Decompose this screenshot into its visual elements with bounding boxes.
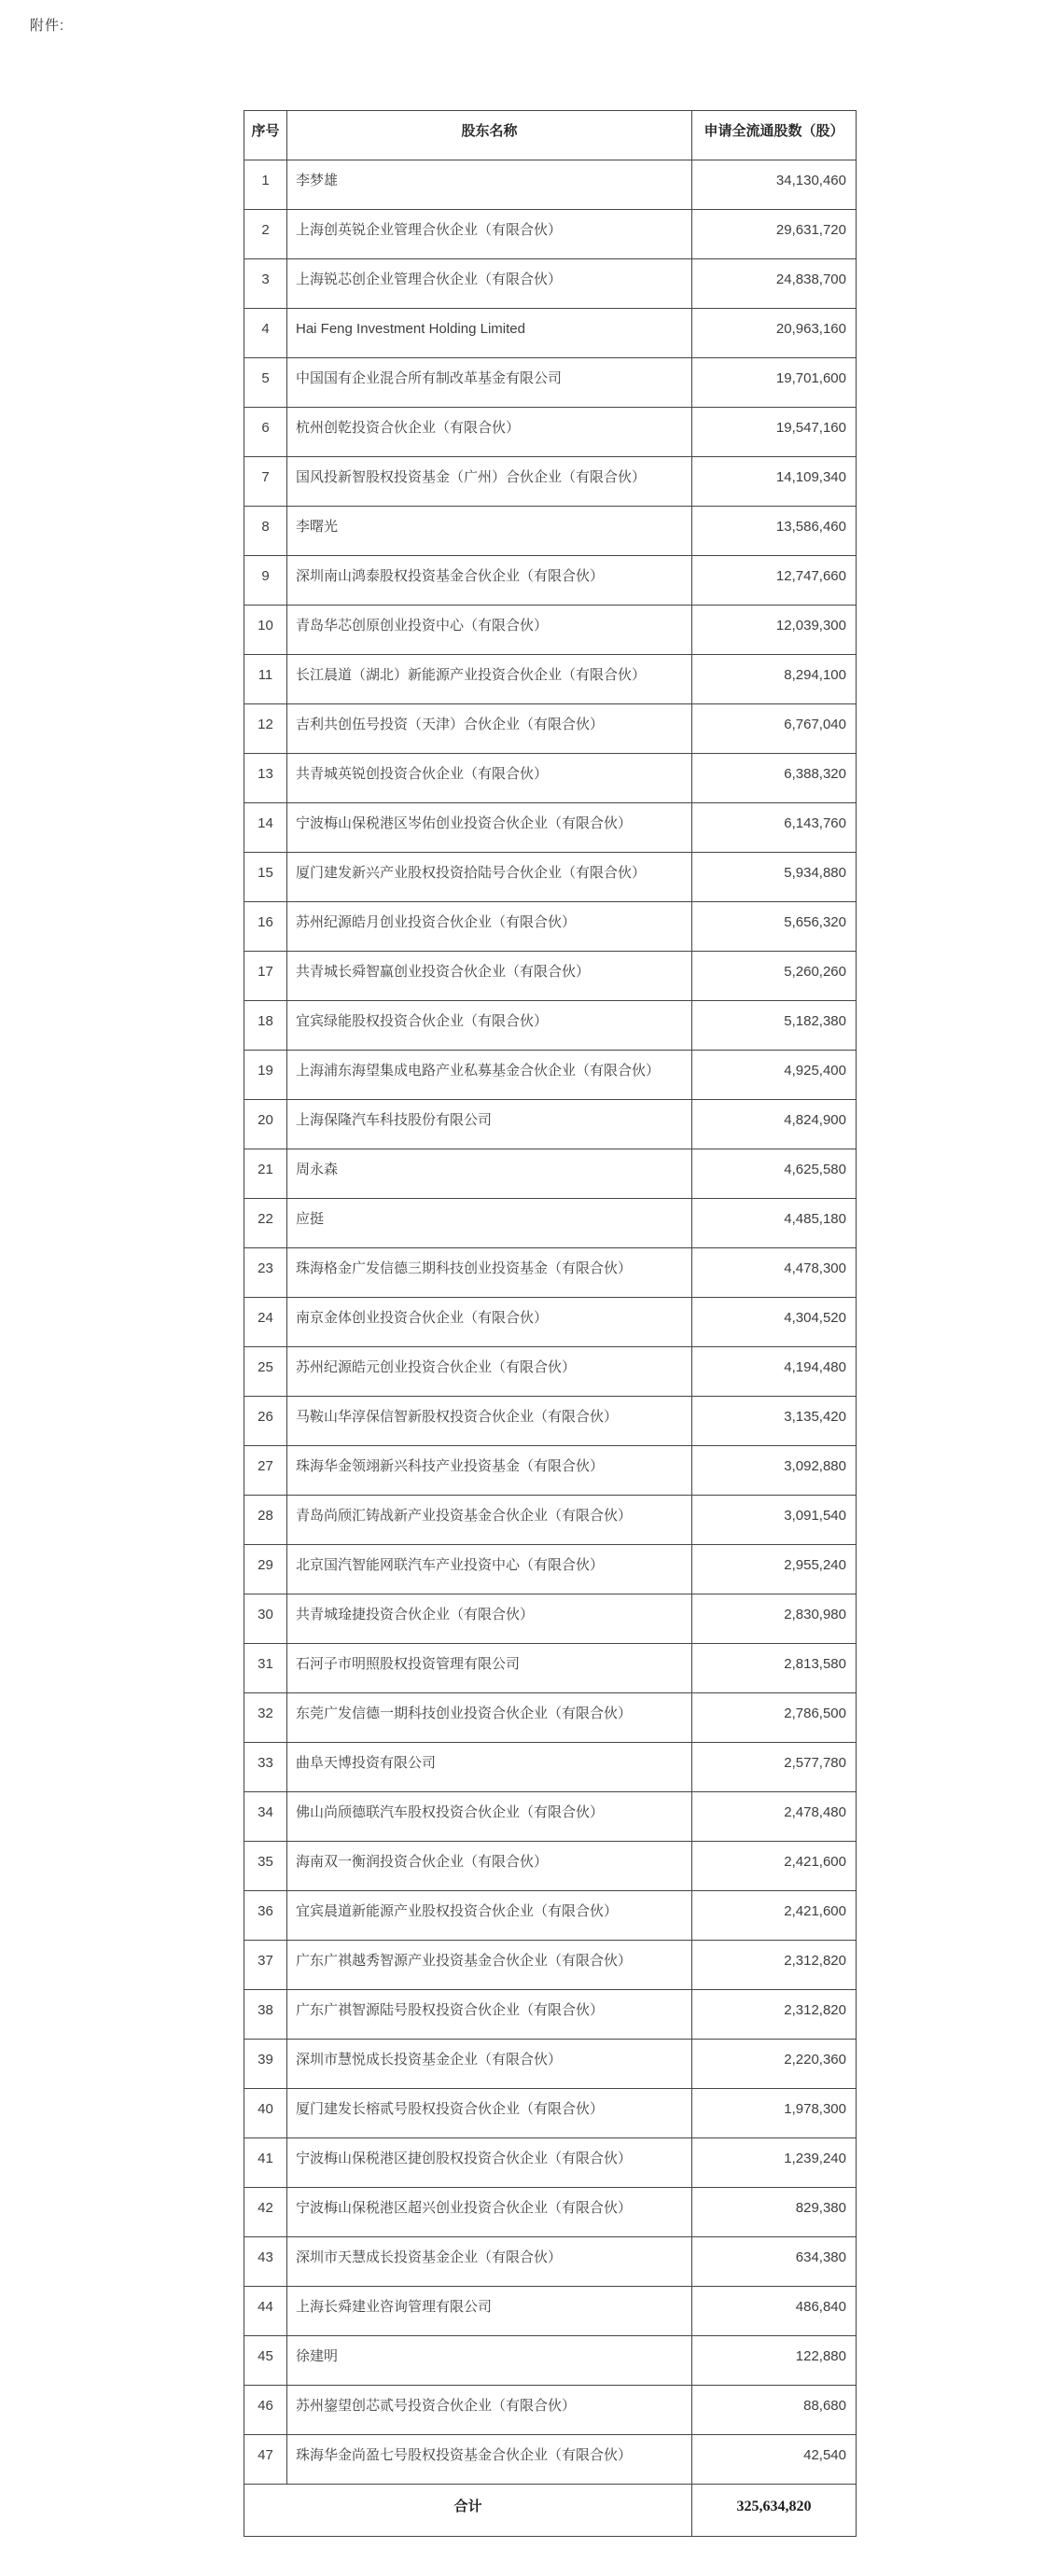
shareholder-name-cell: 吉利共创伍号投资（天津）合伙企业（有限合伙） (287, 704, 692, 754)
row-index-cell: 37 (244, 1941, 287, 1990)
table-row (244, 2336, 857, 2386)
row-index-cell: 32 (244, 1693, 287, 1743)
shareholder-name-cell: 珠海格金广发信德三期科技创业投资基金（有限合伙） (287, 1248, 692, 1298)
shares-cell: 2,955,240 (692, 1545, 857, 1594)
shares-cell: 2,830,980 (692, 1594, 857, 1644)
row-index-cell: 26 (244, 1397, 287, 1446)
row-index-cell: 12 (244, 704, 287, 754)
table-row (244, 556, 857, 606)
table-row (244, 1792, 857, 1842)
table-row (244, 2040, 857, 2089)
shares-cell: 24,838,700 (692, 259, 857, 309)
shareholder-name-cell: 深圳市天慧成长投资基金企业（有限合伙） (287, 2237, 692, 2287)
row-index-cell: 36 (244, 1891, 287, 1941)
shares-cell: 1,239,240 (692, 2138, 857, 2188)
shares-cell: 5,260,260 (692, 952, 857, 1001)
row-index-cell: 14 (244, 803, 287, 853)
shares-cell: 88,680 (692, 2386, 857, 2435)
row-index-cell: 21 (244, 1149, 287, 1199)
row-index-cell: 34 (244, 1792, 287, 1842)
shares-cell: 2,577,780 (692, 1743, 857, 1792)
shares-cell: 6,767,040 (692, 704, 857, 754)
table-row (244, 1298, 857, 1347)
shareholder-name-cell: 广东广祺智源陆号股权投资合伙企业（有限合伙） (287, 1990, 692, 2040)
shareholder-name-cell: 上海保隆汽车科技股份有限公司 (287, 1100, 692, 1149)
row-index-cell: 11 (244, 655, 287, 704)
shares-cell: 6,388,320 (692, 754, 857, 803)
shares-cell: 122,880 (692, 2336, 857, 2386)
row-index-cell: 38 (244, 1990, 287, 2040)
shares-cell: 13,586,460 (692, 507, 857, 556)
table-row (244, 1693, 857, 1743)
table-row (244, 952, 857, 1001)
shareholder-table (244, 110, 857, 2537)
row-index-cell: 3 (244, 259, 287, 309)
shares-cell: 5,182,380 (692, 1001, 857, 1051)
row-index-cell: 2 (244, 210, 287, 259)
shares-cell: 34,130,460 (692, 160, 857, 210)
shares-cell: 19,547,160 (692, 408, 857, 457)
shareholder-name-cell: 宜宾绿能股权投资合伙企业（有限合伙） (287, 1001, 692, 1051)
table-row (244, 1397, 857, 1446)
table-row (244, 160, 857, 210)
shares-cell: 14,109,340 (692, 457, 857, 507)
shareholder-name-cell: 上海锐芯创企业管理合伙企业（有限合伙） (287, 259, 692, 309)
shareholder-name-cell: 佛山尚颀德联汽车股权投资合伙企业（有限合伙） (287, 1792, 692, 1842)
shares-cell: 20,963,160 (692, 309, 857, 358)
row-index-cell: 27 (244, 1446, 287, 1496)
row-index-cell: 1 (244, 160, 287, 210)
table-row (244, 1941, 857, 1990)
shareholder-name-cell: 马鞍山华淳保信智新股权投资合伙企业（有限合伙） (287, 1397, 692, 1446)
row-index-cell: 18 (244, 1001, 287, 1051)
shareholder-name-cell: 李梦雄 (287, 160, 692, 210)
shares-cell: 4,824,900 (692, 1100, 857, 1149)
shareholder-name-cell: 宁波梅山保税港区超兴创业投资合伙企业（有限合伙） (287, 2188, 692, 2237)
shares-cell: 4,925,400 (692, 1051, 857, 1100)
row-index-cell: 13 (244, 754, 287, 803)
row-index-cell: 35 (244, 1842, 287, 1891)
table-row (244, 1051, 857, 1100)
table-row (244, 1248, 857, 1298)
shareholder-name-cell: 共青城长舜智赢创业投资合伙企业（有限合伙） (287, 952, 692, 1001)
shareholder-name-cell: 中国国有企业混合所有制改革基金有限公司 (287, 358, 692, 408)
table-row (244, 754, 857, 803)
row-index-cell: 43 (244, 2237, 287, 2287)
table-row (244, 2237, 857, 2287)
table-row (244, 2287, 857, 2336)
col-header-shares: 申请全流通股数（股） (692, 111, 857, 160)
shareholder-name-cell: 北京国汽智能网联汽车产业投资中心（有限合伙） (287, 1545, 692, 1594)
row-index-cell: 17 (244, 952, 287, 1001)
shares-cell: 4,194,480 (692, 1347, 857, 1397)
shares-cell: 42,540 (692, 2435, 857, 2485)
row-index-cell: 25 (244, 1347, 287, 1397)
row-index-cell: 47 (244, 2435, 287, 2485)
shares-cell: 634,380 (692, 2237, 857, 2287)
row-index-cell: 45 (244, 2336, 287, 2386)
shares-cell: 2,478,480 (692, 1792, 857, 1842)
row-index-cell: 10 (244, 606, 287, 655)
table-row (244, 1446, 857, 1496)
shareholder-name-cell: Hai Feng Investment Holding Limited (287, 309, 692, 358)
row-index-cell: 9 (244, 556, 287, 606)
shareholder-name-cell: 上海长舜建业咨询管理有限公司 (287, 2287, 692, 2336)
row-index-cell: 33 (244, 1743, 287, 1792)
shareholder-name-cell: 深圳南山鸿泰股权投资基金合伙企业（有限合伙） (287, 556, 692, 606)
table-row (244, 606, 857, 655)
total-value-cell: 325,634,820 (692, 2485, 857, 2537)
total-label-cell: 合计 (244, 2485, 692, 2537)
table-row (244, 1990, 857, 2040)
shareholder-name-cell: 苏州鋆望创芯贰号投资合伙企业（有限合伙） (287, 2386, 692, 2435)
row-index-cell: 23 (244, 1248, 287, 1298)
shares-cell: 29,631,720 (692, 210, 857, 259)
shareholder-name-cell: 厦门建发新兴产业股权投资拾陆号合伙企业（有限合伙） (287, 853, 692, 902)
shares-cell: 3,091,540 (692, 1496, 857, 1545)
shareholder-name-cell: 共青城琻捷投资合伙企业（有限合伙） (287, 1594, 692, 1644)
table-row (244, 2138, 857, 2188)
shareholder-name-cell: 上海浦东海望集成电路产业私募基金合伙企业（有限合伙） (287, 1051, 692, 1100)
shareholder-name-cell: 长江晨道（湖北）新能源产业投资合伙企业（有限合伙） (287, 655, 692, 704)
shareholder-name-cell: 应挺 (287, 1199, 692, 1248)
table-row (244, 1891, 857, 1941)
header-row (244, 111, 857, 160)
table-row (244, 259, 857, 309)
row-index-cell: 41 (244, 2138, 287, 2188)
table-row (244, 1496, 857, 1545)
table-row (244, 1001, 857, 1051)
shares-cell: 829,380 (692, 2188, 857, 2237)
shares-cell: 3,135,420 (692, 1397, 857, 1446)
attachment-label: 附件: (30, 18, 65, 34)
shares-cell: 8,294,100 (692, 655, 857, 704)
shareholder-name-cell: 青岛尚颀汇铸战新产业投资基金合伙企业（有限合伙） (287, 1496, 692, 1545)
shares-cell: 2,312,820 (692, 1990, 857, 2040)
shareholder-name-cell: 东莞广发信德一期科技创业投资合伙企业（有限合伙） (287, 1693, 692, 1743)
table-footer (244, 2485, 857, 2537)
table-row (244, 902, 857, 952)
shareholder-name-cell: 国风投新智股权投资基金（广州）合伙企业（有限合伙） (287, 457, 692, 507)
shareholder-name-cell: 曲阜天博投资有限公司 (287, 1743, 692, 1792)
row-index-cell: 5 (244, 358, 287, 408)
row-index-cell: 22 (244, 1199, 287, 1248)
shares-cell: 4,485,180 (692, 1199, 857, 1248)
row-index-cell: 20 (244, 1100, 287, 1149)
row-index-cell: 44 (244, 2287, 287, 2336)
shareholder-name-cell: 珠海华金领翊新兴科技产业投资基金（有限合伙） (287, 1446, 692, 1496)
shares-cell: 2,312,820 (692, 1941, 857, 1990)
total-row (244, 2485, 857, 2537)
table-row (244, 1149, 857, 1199)
table-row (244, 1743, 857, 1792)
table-row (244, 2386, 857, 2435)
row-index-cell: 31 (244, 1644, 287, 1693)
table-row (244, 655, 857, 704)
shareholder-name-cell: 宁波梅山保税港区岑佑创业投资合伙企业（有限合伙） (287, 803, 692, 853)
shares-cell: 3,092,880 (692, 1446, 857, 1496)
shareholder-name-cell: 广东广祺越秀智源产业投资基金合伙企业（有限合伙） (287, 1941, 692, 1990)
shares-cell: 4,478,300 (692, 1248, 857, 1298)
row-index-cell: 29 (244, 1545, 287, 1594)
row-index-cell: 4 (244, 309, 287, 358)
shareholder-name-cell: 宁波梅山保税港区捷创股权投资合伙企业（有限合伙） (287, 2138, 692, 2188)
row-index-cell: 16 (244, 902, 287, 952)
shareholder-name-cell: 深圳市慧悦成长投资基金企业（有限合伙） (287, 2040, 692, 2089)
shareholder-name-cell: 南京金体创业投资合伙企业（有限合伙） (287, 1298, 692, 1347)
table-header (244, 111, 857, 160)
table-row (244, 2188, 857, 2237)
table-body (244, 160, 857, 2485)
shareholder-name-cell: 苏州纪源皓元创业投资合伙企业（有限合伙） (287, 1347, 692, 1397)
shares-cell: 2,220,360 (692, 2040, 857, 2089)
row-index-cell: 15 (244, 853, 287, 902)
row-index-cell: 42 (244, 2188, 287, 2237)
table-row (244, 1100, 857, 1149)
table-row (244, 1594, 857, 1644)
shares-cell: 12,039,300 (692, 606, 857, 655)
shareholder-name-cell: 石河子市明照股权投资管理有限公司 (287, 1644, 692, 1693)
col-header-shareholder-name: 股东名称 (287, 111, 692, 160)
col-header-index: 序号 (244, 111, 287, 160)
shares-cell: 5,934,880 (692, 853, 857, 902)
shares-cell: 4,304,520 (692, 1298, 857, 1347)
table-row (244, 803, 857, 853)
shareholder-name-cell: 海南双一衡润投资合伙企业（有限合伙） (287, 1842, 692, 1891)
shareholder-name-cell: 上海创英锐企业管理合伙企业（有限合伙） (287, 210, 692, 259)
table-row (244, 704, 857, 754)
shares-cell: 2,786,500 (692, 1693, 857, 1743)
shares-cell: 4,625,580 (692, 1149, 857, 1199)
shares-cell: 5,656,320 (692, 902, 857, 952)
shares-cell: 19,701,600 (692, 358, 857, 408)
row-index-cell: 46 (244, 2386, 287, 2435)
table-row (244, 853, 857, 902)
table-row (244, 408, 857, 457)
row-index-cell: 19 (244, 1051, 287, 1100)
table-row (244, 1644, 857, 1693)
row-index-cell: 40 (244, 2089, 287, 2138)
shares-cell: 12,747,660 (692, 556, 857, 606)
shareholder-name-cell: 苏州纪源皓月创业投资合伙企业（有限合伙） (287, 902, 692, 952)
shareholder-name-cell: 周永森 (287, 1149, 692, 1199)
shareholder-name-cell: 青岛华芯创原创业投资中心（有限合伙） (287, 606, 692, 655)
table-row (244, 2089, 857, 2138)
shares-cell: 2,813,580 (692, 1644, 857, 1693)
shareholder-name-cell: 宜宾晨道新能源产业股权投资合伙企业（有限合伙） (287, 1891, 692, 1941)
shares-cell: 6,143,760 (692, 803, 857, 853)
shareholder-name-cell: 徐建明 (287, 2336, 692, 2386)
table-row (244, 457, 857, 507)
table-row (244, 2435, 857, 2485)
table-row (244, 507, 857, 556)
shareholder-name-cell: 杭州创乾投资合伙企业（有限合伙） (287, 408, 692, 457)
table-row (244, 1199, 857, 1248)
shares-cell: 1,978,300 (692, 2089, 857, 2138)
table-row (244, 210, 857, 259)
row-index-cell: 6 (244, 408, 287, 457)
shares-cell: 2,421,600 (692, 1842, 857, 1891)
shareholder-name-cell: 李曙光 (287, 507, 692, 556)
table-row (244, 358, 857, 408)
table-row (244, 1842, 857, 1891)
shareholder-name-cell: 珠海华金尚盈七号股权投资基金合伙企业（有限合伙） (287, 2435, 692, 2485)
shares-cell: 2,421,600 (692, 1891, 857, 1941)
row-index-cell: 8 (244, 507, 287, 556)
table-row (244, 1545, 857, 1594)
shareholder-name-cell: 共青城英锐创投资合伙企业（有限合伙） (287, 754, 692, 803)
table-row (244, 309, 857, 358)
row-index-cell: 39 (244, 2040, 287, 2089)
row-index-cell: 30 (244, 1594, 287, 1644)
shares-cell: 486,840 (692, 2287, 857, 2336)
row-index-cell: 7 (244, 457, 287, 507)
shareholder-table-container (244, 110, 857, 2537)
table-row (244, 1347, 857, 1397)
row-index-cell: 24 (244, 1298, 287, 1347)
shareholder-name-cell: 厦门建发长榕贰号股权投资合伙企业（有限合伙） (287, 2089, 692, 2138)
row-index-cell: 28 (244, 1496, 287, 1545)
